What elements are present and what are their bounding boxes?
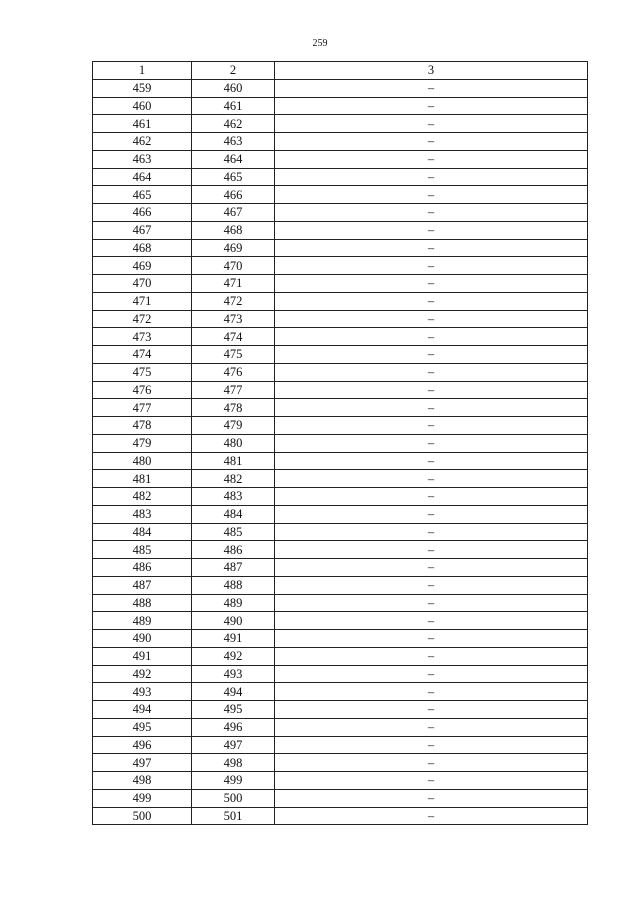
table-row bbox=[93, 434, 588, 452]
page-number: 259 bbox=[312, 38, 328, 49]
table-cell-col-1: 497 bbox=[93, 754, 192, 772]
table-cell-col-2: 466 bbox=[192, 186, 275, 204]
table-cell-col-2: 485 bbox=[192, 523, 275, 541]
table-row bbox=[93, 452, 588, 470]
table-cell-col-2: 480 bbox=[192, 434, 275, 452]
table-cell-col-1: 495 bbox=[93, 718, 192, 736]
table-row bbox=[93, 204, 588, 222]
table-row bbox=[93, 150, 588, 168]
table-cell-col-1: 490 bbox=[93, 630, 192, 648]
table-cell-col-2: 471 bbox=[192, 275, 275, 293]
table-cell-col-1: 484 bbox=[93, 523, 192, 541]
table-cell-col-3: – bbox=[275, 346, 588, 364]
table-row bbox=[93, 399, 588, 417]
table-cell-col-1: 474 bbox=[93, 346, 192, 364]
table-cell-col-3: – bbox=[275, 612, 588, 630]
table-cell-col-2: 483 bbox=[192, 488, 275, 506]
table-cell-col-2: 497 bbox=[192, 736, 275, 754]
table-row bbox=[93, 789, 588, 807]
table-cell-col-3: – bbox=[275, 470, 588, 488]
table-cell-col-3: – bbox=[275, 523, 588, 541]
table-cell-col-1: 496 bbox=[93, 736, 192, 754]
table-row bbox=[93, 594, 588, 612]
table-cell-col-3: – bbox=[275, 665, 588, 683]
table-cell-col-2: 467 bbox=[192, 204, 275, 222]
table-cell-col-2: 477 bbox=[192, 381, 275, 399]
table-row bbox=[93, 541, 588, 559]
table-cell-col-2: 489 bbox=[192, 594, 275, 612]
table-cell-col-2: 490 bbox=[192, 612, 275, 630]
table-row bbox=[93, 97, 588, 115]
table-cell-col-2: 495 bbox=[192, 701, 275, 719]
table-row bbox=[93, 718, 588, 736]
table-cell-col-1: 462 bbox=[93, 133, 192, 151]
table-cell-col-1: 461 bbox=[93, 115, 192, 133]
table-cell-col-2: 474 bbox=[192, 328, 275, 346]
table-cell-col-3: – bbox=[275, 789, 588, 807]
table-cell-col-1: 467 bbox=[93, 221, 192, 239]
table-cell-col-3: – bbox=[275, 97, 588, 115]
table-row bbox=[93, 488, 588, 506]
table-cell-col-3: – bbox=[275, 204, 588, 222]
table-cell-col-3: – bbox=[275, 133, 588, 151]
column-header-3: 3 bbox=[275, 62, 588, 80]
table-cell-col-3: – bbox=[275, 647, 588, 665]
table-cell-col-3: – bbox=[275, 772, 588, 790]
table-cell-col-2: 486 bbox=[192, 541, 275, 559]
table-cell-col-3: – bbox=[275, 292, 588, 310]
table-cell-col-2: 488 bbox=[192, 576, 275, 594]
table-cell-col-2: 469 bbox=[192, 239, 275, 257]
table-row bbox=[93, 683, 588, 701]
table-cell-col-2: 498 bbox=[192, 754, 275, 772]
table-cell-col-1: 498 bbox=[93, 772, 192, 790]
table-cell-col-2: 481 bbox=[192, 452, 275, 470]
table-cell-col-1: 468 bbox=[93, 239, 192, 257]
table-row bbox=[93, 754, 588, 772]
table-cell-col-1: 472 bbox=[93, 310, 192, 328]
table-cell-col-2: 492 bbox=[192, 647, 275, 665]
table-row bbox=[93, 630, 588, 648]
column-header-1: 1 bbox=[93, 62, 192, 80]
table-cell-col-2: 501 bbox=[192, 807, 275, 825]
table-row bbox=[93, 807, 588, 825]
table-cell-col-1: 485 bbox=[93, 541, 192, 559]
table-cell-col-1: 478 bbox=[93, 417, 192, 435]
table-cell-col-3: – bbox=[275, 275, 588, 293]
table-cell-col-3: – bbox=[275, 328, 588, 346]
table-cell-col-1: 460 bbox=[93, 97, 192, 115]
table-cell-col-3: – bbox=[275, 718, 588, 736]
table-cell-col-2: 460 bbox=[192, 79, 275, 97]
table-cell-col-3: – bbox=[275, 736, 588, 754]
table-cell-col-2: 472 bbox=[192, 292, 275, 310]
table-cell-col-1: 488 bbox=[93, 594, 192, 612]
table-row bbox=[93, 292, 588, 310]
table-cell-col-1: 492 bbox=[93, 665, 192, 683]
table-cell-col-2: 478 bbox=[192, 399, 275, 417]
table-cell-col-2: 463 bbox=[192, 133, 275, 151]
table-cell-col-3: – bbox=[275, 434, 588, 452]
table-cell-col-3: – bbox=[275, 488, 588, 506]
table-row bbox=[93, 417, 588, 435]
table-row bbox=[93, 168, 588, 186]
table-cell-col-1: 489 bbox=[93, 612, 192, 630]
table-cell-col-3: – bbox=[275, 79, 588, 97]
table-cell-col-3: – bbox=[275, 257, 588, 275]
table-cell-col-2: 479 bbox=[192, 417, 275, 435]
table-row bbox=[93, 647, 588, 665]
header-row bbox=[93, 62, 588, 80]
table-cell-col-2: 487 bbox=[192, 559, 275, 577]
table-cell-col-1: 479 bbox=[93, 434, 192, 452]
table-cell-col-3: – bbox=[275, 150, 588, 168]
table-cell-col-2: 484 bbox=[192, 505, 275, 523]
table-cell-col-2: 499 bbox=[192, 772, 275, 790]
table-cell-col-1: 470 bbox=[93, 275, 192, 293]
table-cell-col-1: 481 bbox=[93, 470, 192, 488]
table-cell-col-2: 493 bbox=[192, 665, 275, 683]
table-row bbox=[93, 470, 588, 488]
table-row bbox=[93, 310, 588, 328]
table-row bbox=[93, 612, 588, 630]
table-cell-col-2: 462 bbox=[192, 115, 275, 133]
table-cell-col-1: 486 bbox=[93, 559, 192, 577]
table-row bbox=[93, 346, 588, 364]
table-cell-col-3: – bbox=[275, 807, 588, 825]
table-cell-col-3: – bbox=[275, 221, 588, 239]
table-cell-col-2: 476 bbox=[192, 363, 275, 381]
table-row bbox=[93, 701, 588, 719]
table-cell-col-1: 473 bbox=[93, 328, 192, 346]
table-cell-col-2: 500 bbox=[192, 789, 275, 807]
table-row bbox=[93, 221, 588, 239]
table-cell-col-2: 461 bbox=[192, 97, 275, 115]
table-row bbox=[93, 381, 588, 399]
table-cell-col-1: 483 bbox=[93, 505, 192, 523]
table-cell-col-2: 491 bbox=[192, 630, 275, 648]
table-cell-col-1: 500 bbox=[93, 807, 192, 825]
table-cell-col-3: – bbox=[275, 310, 588, 328]
table-cell-col-3: – bbox=[275, 701, 588, 719]
table-cell-col-3: – bbox=[275, 630, 588, 648]
table-cell-col-2: 496 bbox=[192, 718, 275, 736]
table-cell-col-1: 469 bbox=[93, 257, 192, 275]
table-cell-col-1: 482 bbox=[93, 488, 192, 506]
table-cell-col-3: – bbox=[275, 576, 588, 594]
table-cell-col-3: – bbox=[275, 683, 588, 701]
table-cell-col-1: 487 bbox=[93, 576, 192, 594]
table-cell-col-1: 499 bbox=[93, 789, 192, 807]
table-cell-col-3: – bbox=[275, 417, 588, 435]
table-row bbox=[93, 115, 588, 133]
table-cell-col-2: 465 bbox=[192, 168, 275, 186]
table-cell-col-1: 493 bbox=[93, 683, 192, 701]
table-row bbox=[93, 186, 588, 204]
table-cell-col-3: – bbox=[275, 505, 588, 523]
table-row bbox=[93, 363, 588, 381]
table-row bbox=[93, 523, 588, 541]
table-cell-col-3: – bbox=[275, 115, 588, 133]
table-cell-col-1: 466 bbox=[93, 204, 192, 222]
table-cell-col-3: – bbox=[275, 754, 588, 772]
data-table bbox=[92, 61, 588, 825]
table-cell-col-3: – bbox=[275, 381, 588, 399]
table-cell-col-3: – bbox=[275, 452, 588, 470]
table-cell-col-3: – bbox=[275, 168, 588, 186]
table-row bbox=[93, 772, 588, 790]
table-cell-col-2: 494 bbox=[192, 683, 275, 701]
table-cell-col-1: 476 bbox=[93, 381, 192, 399]
table-row bbox=[93, 79, 588, 97]
table-cell-col-2: 473 bbox=[192, 310, 275, 328]
table-cell-col-1: 477 bbox=[93, 399, 192, 417]
table-cell-col-1: 475 bbox=[93, 363, 192, 381]
table-cell-col-2: 482 bbox=[192, 470, 275, 488]
table-cell-col-1: 465 bbox=[93, 186, 192, 204]
column-header-2: 2 bbox=[192, 62, 275, 80]
table-row bbox=[93, 275, 588, 293]
table-row bbox=[93, 328, 588, 346]
table-cell-col-1: 480 bbox=[93, 452, 192, 470]
table-row bbox=[93, 257, 588, 275]
table-cell-col-2: 468 bbox=[192, 221, 275, 239]
table-cell-col-2: 475 bbox=[192, 346, 275, 364]
table-cell-col-1: 464 bbox=[93, 168, 192, 186]
table-cell-col-3: – bbox=[275, 239, 588, 257]
table-row bbox=[93, 559, 588, 577]
table-cell-col-1: 463 bbox=[93, 150, 192, 168]
table-cell-col-1: 494 bbox=[93, 701, 192, 719]
table-cell-col-1: 471 bbox=[93, 292, 192, 310]
table-cell-col-3: – bbox=[275, 363, 588, 381]
table-row bbox=[93, 736, 588, 754]
table-cell-col-3: – bbox=[275, 399, 588, 417]
table-row bbox=[93, 505, 588, 523]
table-cell-col-3: – bbox=[275, 594, 588, 612]
table-cell-col-2: 470 bbox=[192, 257, 275, 275]
table-cell-col-3: – bbox=[275, 559, 588, 577]
table-cell-col-3: – bbox=[275, 186, 588, 204]
table-row bbox=[93, 665, 588, 683]
table-body bbox=[93, 79, 588, 825]
table-cell-col-2: 464 bbox=[192, 150, 275, 168]
table-cell-col-1: 459 bbox=[93, 79, 192, 97]
table-row bbox=[93, 133, 588, 151]
table-row bbox=[93, 239, 588, 257]
table-row bbox=[93, 576, 588, 594]
table-cell-col-3: – bbox=[275, 541, 588, 559]
table-cell-col-1: 491 bbox=[93, 647, 192, 665]
